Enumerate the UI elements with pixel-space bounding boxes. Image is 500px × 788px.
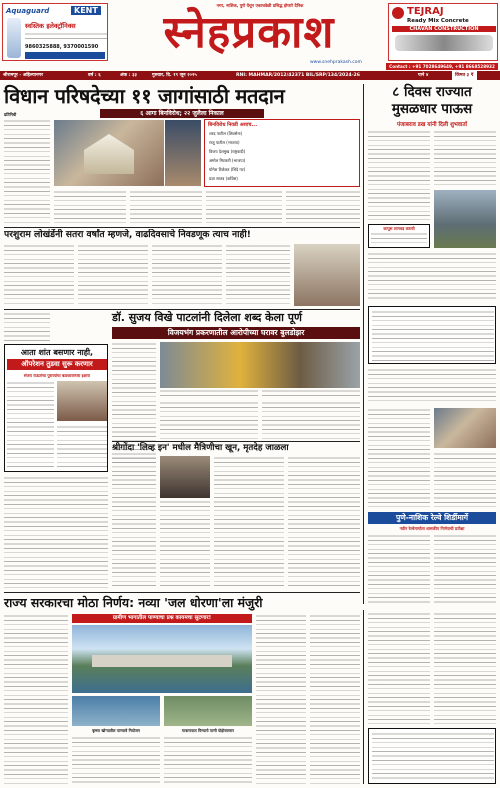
story3-col3: [262, 401, 360, 439]
lead-col3-text: [130, 190, 202, 224]
story2-col2: [78, 244, 148, 306]
shop-address-text: [25, 32, 107, 40]
story7-col4: [256, 614, 306, 784]
story7-headline: राज्य सरकारचा मोठा निर्णय: नव्या 'जल धोरणा'ला मंजुरी: [4, 595, 263, 610]
dateline-rni: RNI: MAHMAR/2012/42371 BIL/SRP/134/2024-26: [236, 73, 360, 78]
left-masthead-ad[interactable]: [2, 3, 108, 61]
right-bottom-box-text: [372, 732, 494, 782]
aquaguard-brand: Aquaguard: [6, 7, 50, 15]
dateline-date: गुरुवार, दि. १९ जून २०२५: [152, 73, 197, 78]
column-rule: [363, 84, 364, 604]
lead-headline: विधान परिषदेच्या ११ जागांसाठी मतदान: [4, 84, 285, 108]
tejraj-line1: Ready Mix Concrete: [407, 18, 469, 24]
section-rule: [4, 309, 360, 310]
right-col-photo: [434, 408, 496, 448]
right-col-text-d: [434, 452, 496, 508]
lead-col1-text: [4, 119, 50, 224]
tejraj-line2: CHAVAN CONSTRUCTION: [392, 26, 496, 32]
column-rule: [363, 610, 364, 784]
water-photo-2: [164, 696, 252, 726]
story7-col1: [4, 614, 68, 784]
water-photo-1: [72, 696, 160, 726]
right-lead-box-title: कापूस लागवड करावी: [383, 226, 415, 231]
section-rule: [4, 592, 360, 593]
dateline-issue: अंक : ३३: [120, 73, 137, 78]
story3-col2: [160, 401, 258, 439]
story5-photo: [160, 456, 210, 498]
right-col-text-b: [368, 368, 496, 404]
tejraj-contact: Contact : +91 7028649649, +91 8668528932: [386, 63, 498, 70]
story6-col2: [434, 534, 496, 606]
lead-strap: ६ आगा बिनविरोध; २२ जुलैला निकाल: [100, 109, 264, 118]
story2-headline: परशुराम लोखंडेंनी सतरा वर्षांत म्हणजे, वाढदिवसाचे निवडणूक त्याच नाही!: [4, 229, 251, 240]
story4-line1: आता शांत बसणार नाही,: [20, 348, 94, 357]
story2-col1: [4, 244, 74, 306]
right-lead-box: [368, 224, 430, 248]
lead-col5-text: [286, 190, 360, 224]
right-bottom-col2: [434, 612, 496, 724]
story5-col4: [288, 456, 360, 588]
story4-photo: [57, 381, 107, 421]
story4-text-2: [57, 425, 107, 469]
assembly-building-icon: [84, 134, 134, 174]
story3-caption-2: [262, 389, 360, 399]
right-bottom-col1: [368, 612, 430, 724]
dam-photo: [72, 625, 252, 693]
newspaper-title: स्नेहप्रकाश: [163, 7, 335, 58]
story3-sub: विजयभंग प्रकरणातील आरोपीच्या घरावर बुलडोझर: [112, 327, 360, 339]
rain-photo: [434, 190, 496, 248]
right-notice-box: [368, 306, 496, 364]
right-bottom-box: [368, 728, 496, 784]
story2-photo: [294, 244, 360, 306]
story4-text: [7, 381, 54, 469]
water-purifier-icon: [7, 18, 21, 58]
candidate-item: प्रज्ञा सातव (काँग्रेस): [209, 176, 238, 181]
caption-2: गावागावात पिण्याचे पाणी पोहोचवणार: [182, 728, 234, 733]
mixer-truck-icon: [395, 35, 493, 51]
story6-col1: [368, 534, 430, 606]
story2-col3: [152, 244, 222, 306]
dam-icon: [92, 655, 232, 667]
lead-news-label: प्रतिनिधी: [4, 112, 17, 117]
caption-1: कृष्णा खोऱ्यातील पाण्याचे नियोजन: [92, 728, 140, 733]
story7-col2: [72, 736, 160, 784]
newspaper-slogan: नगर, नाशिक, पुणे येथून एकाचवेळी प्रसिद्ध होणारे दैनिक: [216, 3, 304, 8]
story5-col2: [160, 500, 210, 588]
story4-line2: ऑपरेशन तुडवा सुरू करणार: [7, 359, 107, 370]
kent-brand: KENT: [71, 6, 101, 15]
story7-col3: [164, 736, 252, 784]
story3-left-text: [4, 312, 50, 342]
tejraj-logo-icon: [392, 7, 404, 19]
lead-col4-text: [206, 190, 282, 224]
story5-col1: [112, 456, 156, 588]
story3-caption-1: [160, 389, 258, 399]
dateline-price: किंमत ३ ₹: [452, 71, 477, 80]
story7-col5: [310, 614, 360, 784]
tejraj-brand: TEJRAJ: [407, 6, 444, 17]
story5-headline: श्रीगोंदा 'लिव्ह इन' मधील मैत्रिणीचा खून, मृतदेह जाळला: [112, 443, 289, 453]
candidate-item: विजय देशमुख (राष्ट्रवादी): [209, 149, 246, 154]
dateline-city: श्रीरामपूर - अहिल्यानगर: [3, 73, 43, 78]
story5-col3: [214, 456, 284, 588]
dateline-year: वर्ष : ६: [88, 73, 101, 78]
right-col-text-a: [368, 252, 496, 302]
notice-text: [372, 310, 494, 362]
bulldozer-photo: [160, 342, 360, 388]
lead-col2-text: [54, 190, 126, 224]
story6-headline: पुणे-नाशिक रेल्वे शिर्डीमार्गे: [368, 512, 496, 524]
candidate-item: राजू पाटील (भाजपा): [209, 140, 240, 145]
right-lead-box-text: [371, 232, 427, 246]
right-lead-col1: [368, 130, 430, 220]
story4-sub: संजय राऊतांचा पुराव्यांचा बळकावणारा इशारा: [23, 373, 91, 378]
candidates-title: बिनविरोध निवडी अशाच...: [208, 122, 258, 128]
shop-phone: 9860325888, 9370001590: [25, 44, 99, 50]
story7-banner: ग्रामीण भागातील पाण्याचा प्रश्न कायमचा सुटणार!: [72, 614, 252, 623]
story6-sub: नवीन रेल्वेमार्गाला शासकीय निर्णयाची प्रतीक्षा: [399, 526, 465, 531]
right-lead-sub: पंजाबराव डख यांनी दिली शुभवार्ता: [396, 122, 467, 128]
candidate-item: शरद पाटील (शिवसेना): [209, 131, 243, 136]
section-rule: [4, 227, 360, 228]
dateline-pages: पाने ४: [418, 73, 429, 78]
right-masthead-ad[interactable]: [388, 3, 498, 61]
candidates-box: [204, 119, 360, 187]
right-col-text-c: [368, 408, 430, 508]
lead-photo: [54, 120, 164, 186]
right-lead-headline: ८ दिवस राज्यात मुसळधार पाऊस: [391, 84, 473, 117]
story2-col4: [226, 244, 290, 306]
water-purifier-icon-2: [25, 52, 105, 59]
dateline-bar: [0, 71, 500, 80]
story3-headline: डॉ. सुजय विखे पाटलांनी दिलेला शब्द केला पूर्ण: [112, 311, 302, 324]
right-lead-col2: [434, 130, 496, 188]
story4-box: [4, 344, 108, 472]
shop-name: स्वस्तिक इलेक्ट्रॉनिक्स: [25, 22, 76, 30]
lead-photo-2: [165, 120, 201, 186]
website-url[interactable]: www.snehprakash.com: [310, 60, 362, 65]
candidate-item: योगेश टिळेकर (शिंदे गट): [209, 167, 246, 172]
candidate-item: अमोल मिटकरी (भाजपा): [209, 158, 246, 163]
section-rule: [112, 441, 360, 442]
left-col-text-e: [4, 476, 108, 588]
